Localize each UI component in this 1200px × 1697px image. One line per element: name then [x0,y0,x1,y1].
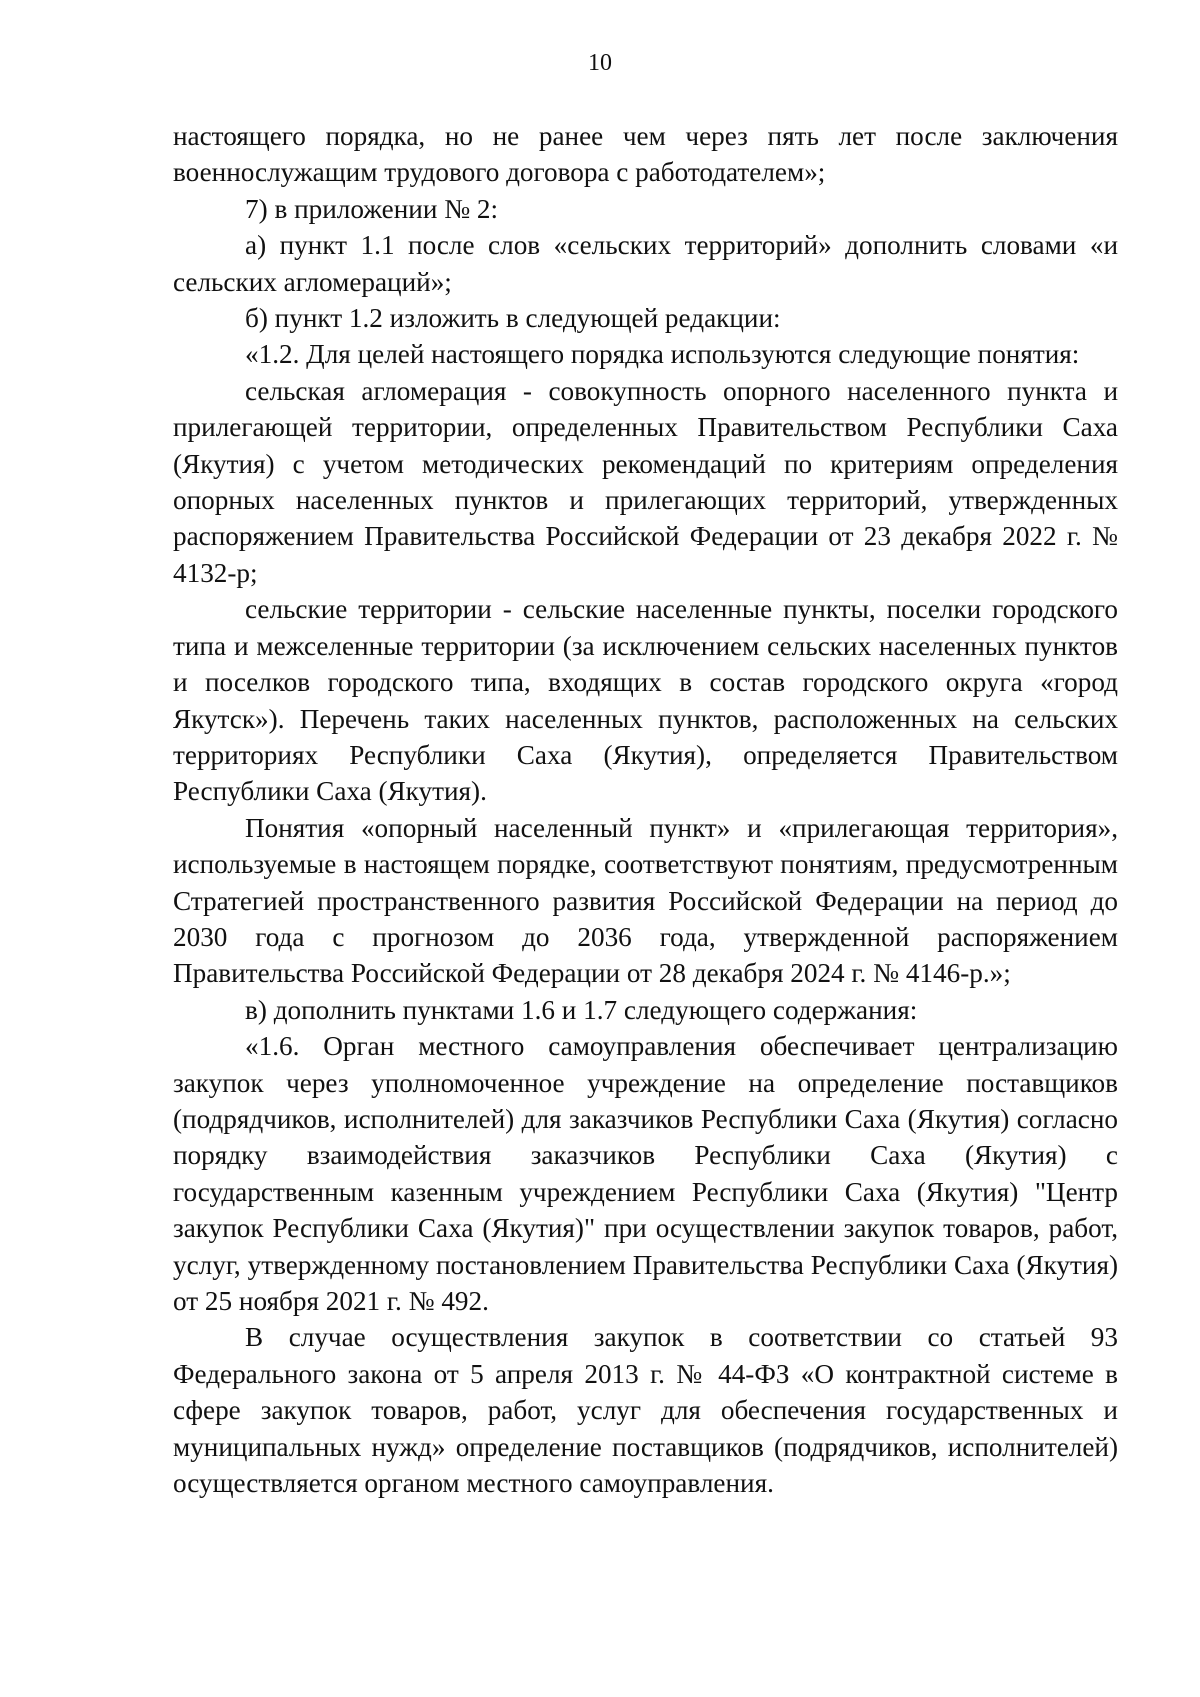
paragraph-clause-1-6: «1.6. Орган местного самоуправления обеспечивает централизацию закупок через уполномоченное учреждение на определение поставщиков (подрядчиков, исполнителей) для заказчиков Республики Саха (Якутия) согласно порядку взаимодействия заказчиков Республики Саха (Якутия) с государственным казенным учреждением Республики Саха (Якутия) "Центр закупок Республики Саха (Якутия)" при осуществлении закупок товаров, работ, услуг, утвержденному постановлением Правительства Республики Саха (Якутия) от 25 ноября 2021 г. № 492. [173,1031,1118,1316]
paragraph-concepts: Понятия «опорный населенный пункт» и «прилегающая территория», используемые в настоящем порядке, соответствуют понятиям, предусмотренным Стратегией пространственного развития Российской Федерации на период до 2030 года с прогнозом до 2036 года, утвержденной распоряжением Правительства Российской Федерации от 28 декабря 2024 г. № 4146-р.»; [173,812,1118,989]
document-body [173,118,1118,1501]
paragraph-subitem-a: а) пункт 1.1 после слов «сельских территорий» дополнить словами «и сельских агломераций»; [173,230,1118,297]
paragraph-clause-1-2: «1.2. Для целей настоящего порядка используются следующие понятия: [245,339,1080,370]
paragraph-subitem-v: в) дополнить пунктами 1.6 и 1.7 следующего содержания: [245,994,918,1025]
paragraph-subitem-b: б) пункт 1.2 изложить в следующей редакции: [245,303,781,334]
paragraph-definition-rural-territories: сельские территории - сельские населенные пункты, поселки городского типа и межселенные территории (за исключением сельских населенных пунктов и поселков городского типа, входящих в состав городского округа «город Якутск»). Перечень таких населенных пунктов, расположенных на сельских территориях Республики Саха (Якутия), определяется Правительством Республики Саха (Якутия). [173,594,1118,807]
paragraph-item-7: 7) в приложении № 2: [245,193,499,224]
paragraph-procurement-article-93: В случае осуществления закупок в соответствии со статьей 93 Федерального закона от 5 апреля 2013 г. № 44-ФЗ «О контрактной системе в сфере закупок товаров, работ, услуг для обеспечения государственных и муниципальных нужд» определение поставщиков (подрядчиков, исполнителей) осуществляется органом местного самоуправления. [173,1322,1118,1499]
page-number: 10 [588,50,612,76]
paragraph-continuation: настоящего порядка, но не ранее чем через пять лет после заключения военнослужащим трудового договора с работодателем»; [173,121,1118,188]
paragraph-definition-agglomeration: сельская агломерация - совокупность опорного населенного пункта и прилегающей территории, определенных Правительством Республики Саха (Якутия) с учетом методических рекомендаций по критериям определения опорных населенных пунктов и прилегающих территорий, утвержденных распоряжением Правительства Российской Федерации от 23 декабря 2022 г. № 4132-р; [173,375,1118,588]
